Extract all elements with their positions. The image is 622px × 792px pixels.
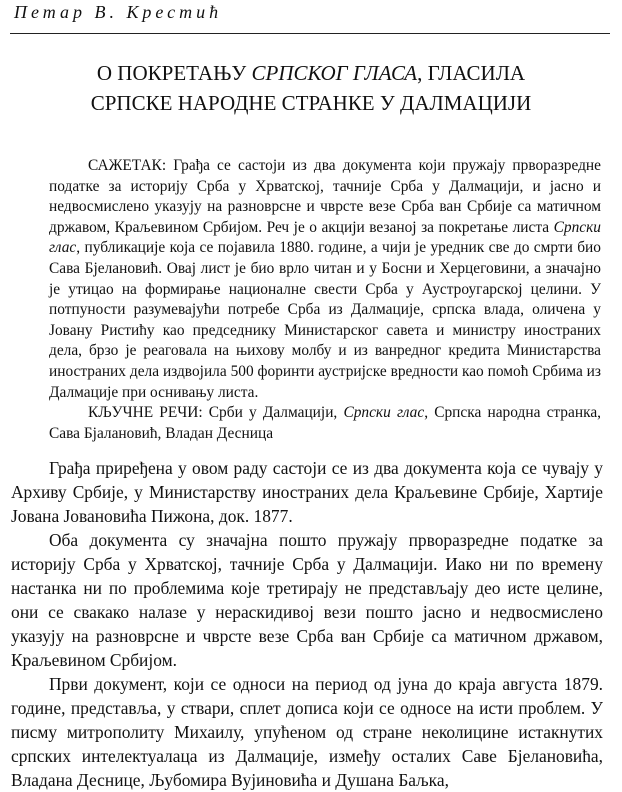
body-paragraph: Оба документа су значајна пошто пружају прворазредне податке за историју Срба у Хрватској, тачније Срба у Далмацији. Иако ни по времену настанка ни по проблемима које третирају не представљају део исте целине, они се свакако налазе у нераскидивој вези пошто јасно и недвосмислено указују на разноврсне и чврсте везе Срба ван Србије са матичном државом, Краљевином Србијом. [11,530,603,670]
body-paragraph: Први документ, који се односи на период од јуна до краја августа 1879. године, представља, у ствари, сплет дописа који се односе на исти проблем. У писму митрополиту Михаилу, упућеном од стране неколицине истакнутих српских интелектуалаца из Далмације, између осталих Саве Бјелановића, Владана Деснице, Љубомира Вујиновића и Душана Баљка, [11,674,603,790]
abstract-text: , публикације која се појавила 1880. године, а чији је уредник све до смрти био Сава Бјелановић. Овај лист је био врло читан и у Босни и Херцеговини, а значајно је утицао на формирање националне свести Срба у Аустроугарској целини. У потпуности разумевајући потребе Срба из Далмације, српска влада, оличена у Јовану Ристићу као председнику Министарског савета и министру иностраних дела, брзо је реаговала на њихову молбу и из ванредног кредита Министарства иностраних дела издвојила 500 форинти аустријске вредности као помоћ Србима из Далмације при оснивању листа. [49,239,601,401]
abstract-label: САЖЕТАК: [88,157,167,174]
title-text: О ПОКРЕТАЊУ [96,61,252,85]
abstract-block [49,156,601,444]
title-italic-text: СРПСКОГ ГЛАСА [251,61,418,85]
keywords-label: КЉУЧНЕ РЕЧИ: [88,404,203,422]
running-header-author: Петар В. Крестић [14,2,223,22]
abstract-text: Грађа се састоји из два документа који пружају прворазредне податке за историју Срба у Хрватској, тачније Срба у Далмацији, и јасно и недвосмислено указују на разноврсне и чврсте везе Срба ван Србије са матичном државом, Краљевином Србијом. Реч је о акцији везаној за покретање листа [49,157,601,236]
title-line-2: СРПСКЕ НАРОДНЕ СТРАНКЕ У ДАЛМАЦИЈИ [90,91,532,115]
keywords-text: Срби у Далмацији, [202,404,344,422]
body-text [11,456,603,792]
header-rule [10,33,610,34]
keywords-text: , Српска народна странка, Сава Бјалановић, Владан Десница [49,404,601,442]
title-line-1 [0,58,622,88]
keywords-paragraph [49,403,601,444]
abstract-paragraph [49,156,601,403]
keywords-italic-title: Српски глас [343,404,425,422]
body-paragraph: Грађа приређена у овом раду састоји се из два документа која се чувају у Архиву Србије, у Министарству иностраних дела Краљевине Србије, Хартије Јована Јовановића Пижона, док. 1877. [11,458,603,526]
article-title [0,58,622,118]
title-text: , ГЛАСИЛА [417,61,526,85]
abstract-italic-title: Српски глас [49,218,601,257]
